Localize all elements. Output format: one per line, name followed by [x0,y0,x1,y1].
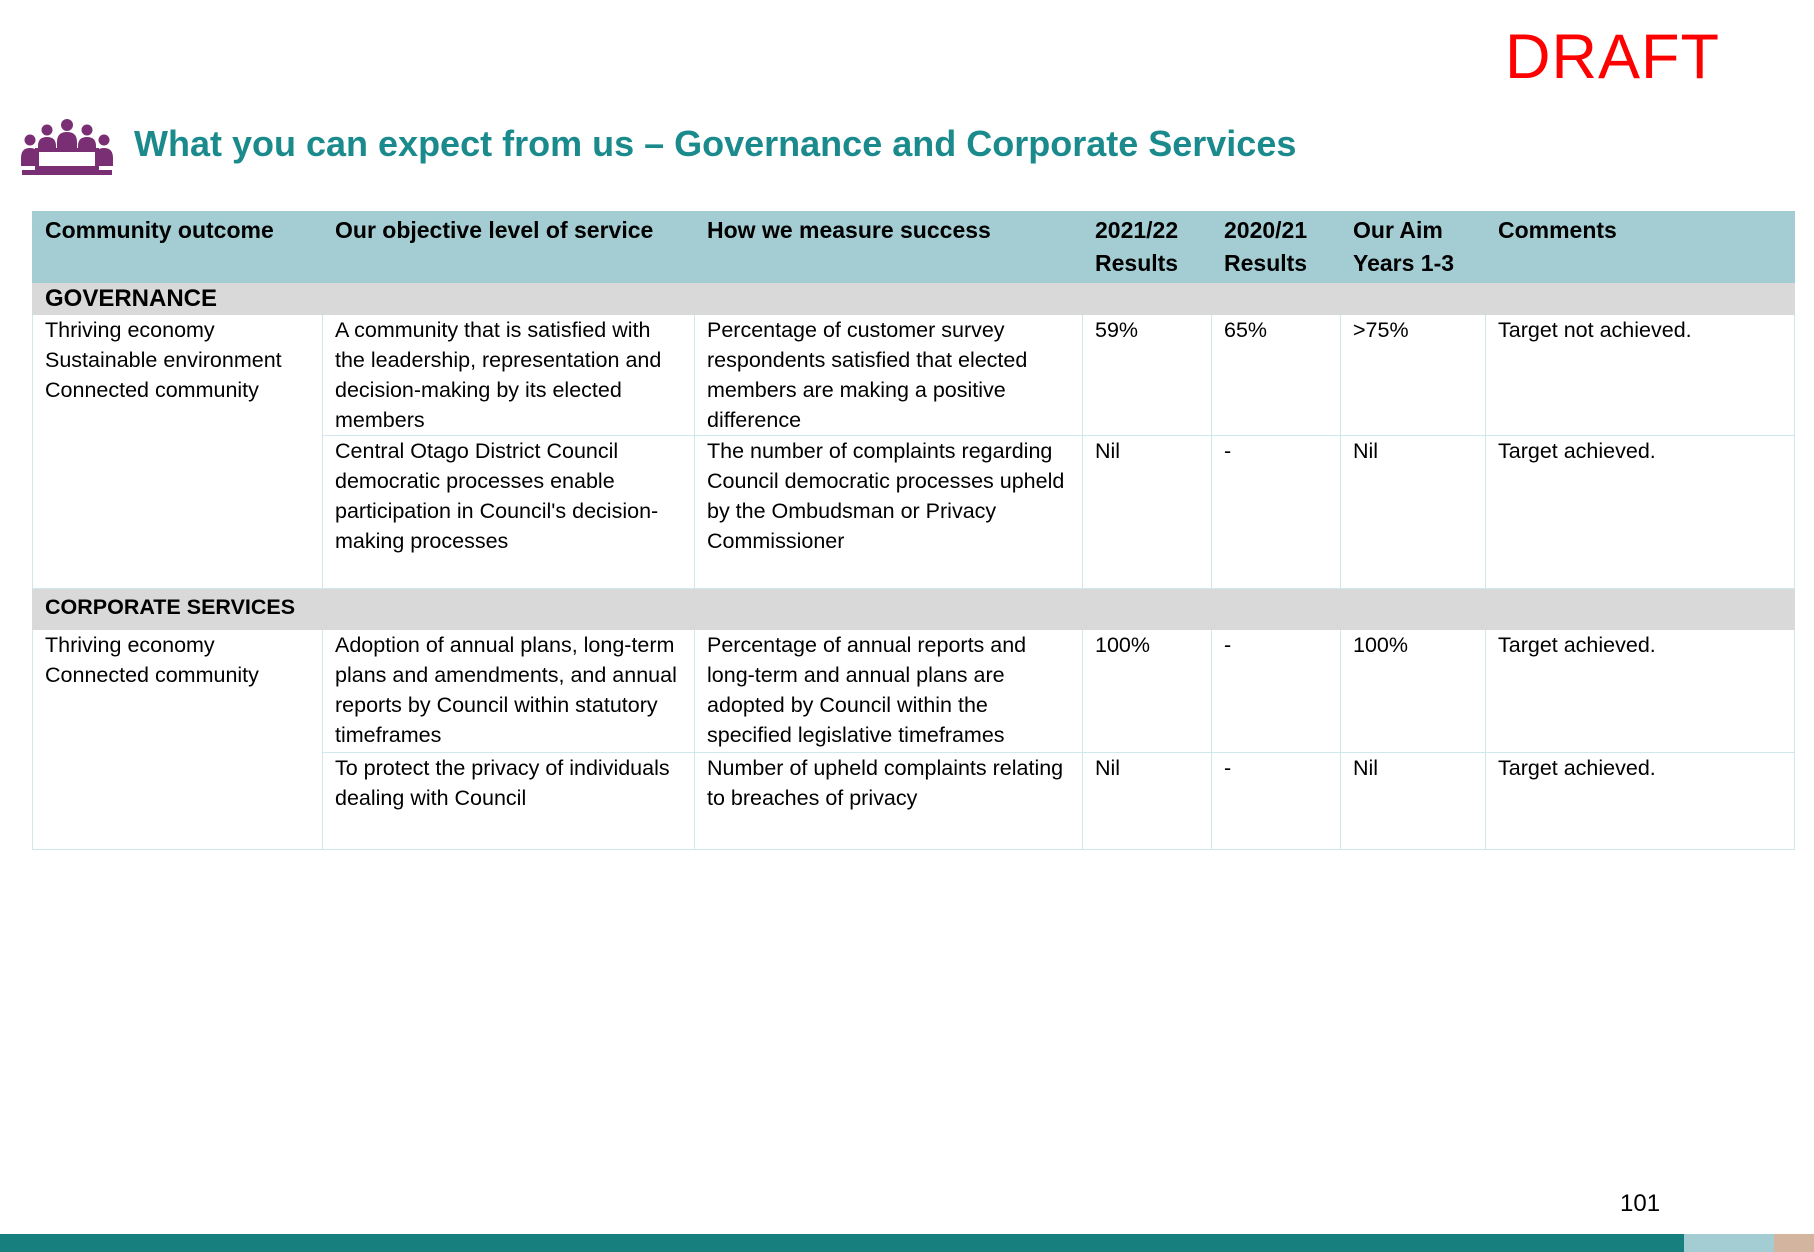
footer-accent-tan [1774,1234,1814,1252]
levels-of-service-table [32,211,1795,850]
measure-cell: Percentage of customer survey respondents satisfied that elected members are making a positive difference [695,315,1083,436]
results-2021-22-cell: 59% [1083,315,1212,436]
col-header-aim: Our Aim Years 1-3 [1341,212,1486,283]
community-outcome-cell [33,315,323,589]
draft-watermark: DRAFT [1505,22,1720,92]
community-outcome: Sustainable environment [45,348,282,372]
aim-cell: Nil [1341,436,1486,589]
table-row [33,315,1795,436]
comments-cell: Target not achieved. [1486,315,1795,436]
comments-cell: Target achieved. [1486,753,1795,850]
section-title: CORPORATE SERVICES [33,589,1795,630]
page-number: 101 [1620,1190,1661,1217]
aim-cell: 100% [1341,630,1486,753]
results-2021-22-cell: Nil [1083,753,1212,850]
table-row [33,630,1795,753]
col-header-comments: Comments [1486,212,1795,283]
community-outcome: Thriving economy [45,633,215,657]
page-title: What you can expect from us – Governance and Corporate Services [134,123,1297,164]
community-outcome: Thriving economy [45,318,215,342]
objective-cell: To protect the privacy of individuals dealing with Council [323,753,695,850]
objective-cell: Adoption of annual plans, long-term plans and amendments, and annual reports by Council within statutory timeframes [323,630,695,753]
measure-cell: Percentage of annual reports and long-term and annual plans are adopted by Council within the specified legislative timeframes [695,630,1083,753]
comments-cell: Target achieved. [1486,436,1795,589]
measure-cell: The number of complaints regarding Council democratic processes upheld by the Ombudsman or Privacy Commissioner [695,436,1083,589]
section-title: GOVERNANCE [33,283,1795,315]
footer-accent-light [1684,1234,1774,1252]
results-2021-22-cell: Nil [1083,436,1212,589]
results-2020-21-cell: - [1212,436,1341,589]
objective-cell: Central Otago District Council democratic processes enable participation in Council's decision-making processes [323,436,695,589]
aim-cell: >75% [1341,315,1486,436]
community-outcome-cell [33,630,323,850]
community-outcome: Connected community [45,378,259,402]
community-outcome: Connected community [45,663,259,687]
results-2020-21-cell: - [1212,753,1341,850]
results-2020-21-cell: - [1212,630,1341,753]
footer-bar [0,1234,1684,1252]
aim-cell: Nil [1341,753,1486,850]
measure-cell: Number of upheld complaints relating to breaches of privacy [695,753,1083,850]
col-header-measure: How we measure success [695,212,1083,283]
results-2020-21-cell: 65% [1212,315,1341,436]
col-header-community-outcome: Community outcome [33,212,323,283]
meeting-people-icon [20,118,114,178]
col-header-objective: Our objective level of service [323,212,695,283]
table-header-row [33,212,1795,283]
objective-cell: A community that is satisfied with the leadership, representation and decision-making by its elected members [323,315,695,436]
results-2021-22-cell: 100% [1083,630,1212,753]
section-row-corporate-services [33,589,1795,630]
col-header-results-2020-21: 2020/21 Results [1212,212,1341,283]
section-row-governance [33,283,1795,315]
comments-cell: Target achieved. [1486,630,1795,753]
col-header-results-2021-22: 2021/22 Results [1083,212,1212,283]
